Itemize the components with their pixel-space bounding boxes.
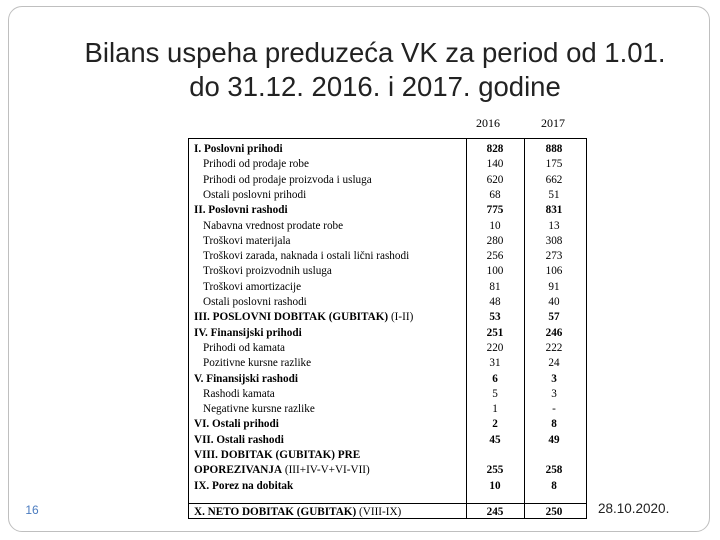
table-row	[189, 234, 586, 249]
row-label	[194, 142, 283, 157]
row-label-main: X. NETO DOBITAK (GUBITAK)	[194, 506, 357, 518]
row-label-main: Prihodi od kamata	[203, 341, 286, 354]
title-line-1: Bilans uspeha preduzeća VK za period od 1.01.	[84, 37, 666, 68]
table-row	[189, 157, 586, 172]
table-row	[189, 341, 586, 356]
table-row	[189, 326, 586, 341]
value-2017: 662	[545, 173, 563, 186]
row-label	[203, 280, 301, 295]
value-2017: 273	[545, 250, 563, 263]
row-label-suffix: (VIII-IX)	[356, 506, 402, 518]
row-label-main: I. Poslovni prihodi	[194, 143, 283, 155]
value-2016: 245	[486, 506, 504, 518]
row-label	[194, 326, 302, 341]
row-label-main: III. POSLOVNI DOBITAK (GUBITAK)	[194, 311, 389, 324]
page-number: 16	[25, 503, 39, 517]
table-row	[189, 372, 586, 387]
table-row	[189, 402, 586, 417]
value-2017: 308	[545, 234, 563, 247]
row-label	[203, 387, 275, 402]
value-2017: 8	[551, 479, 557, 492]
value-2016: 620	[486, 173, 504, 186]
value-2016: 48	[489, 296, 501, 308]
row-label	[203, 219, 343, 234]
row-label-main: Negativne kursne razlike	[203, 403, 315, 416]
table-row	[189, 142, 586, 157]
row-label	[194, 505, 401, 520]
row-label-main: Ostali poslovni rashodi	[203, 296, 307, 308]
value-2016: 1	[492, 403, 498, 416]
row-label-main: V. Finansijski rashodi	[194, 372, 298, 385]
table-row	[189, 417, 586, 432]
value-2016: 828	[486, 143, 504, 155]
value-2016: 6	[492, 372, 498, 385]
table-row	[189, 249, 586, 264]
row-label	[203, 157, 309, 172]
table-row	[189, 463, 586, 478]
value-2017: 175	[545, 158, 563, 171]
value-2016: 10	[489, 219, 501, 232]
value-2017: 40	[548, 296, 560, 308]
table-row	[189, 433, 586, 448]
row-label	[203, 295, 307, 310]
table-row	[189, 280, 586, 295]
table-row	[189, 448, 586, 463]
row-label	[194, 372, 298, 387]
row-label	[194, 448, 360, 463]
table-row	[189, 188, 586, 203]
value-2016: 68	[489, 188, 501, 201]
value-2016: 5	[492, 387, 498, 400]
value-2016: 280	[486, 234, 504, 247]
value-2017: 49	[548, 433, 560, 446]
row-label	[203, 249, 409, 264]
row-label	[194, 417, 279, 432]
row-label-suffix: (III+IV-V+VI-VII)	[282, 464, 370, 477]
row-label-suffix: (I-II)	[388, 311, 414, 324]
row-label-main: Troškovi amortizacije	[203, 280, 302, 293]
row-label-main: Troškovi materijala	[203, 234, 291, 247]
row-divider	[189, 503, 586, 504]
row-label	[203, 264, 332, 279]
value-2016: 255	[486, 464, 504, 477]
column-header-2016: 2016	[476, 116, 500, 130]
row-label	[203, 234, 291, 249]
row-label	[203, 402, 315, 417]
value-2016: 81	[489, 280, 501, 293]
row-label	[203, 188, 306, 203]
table-row	[189, 203, 586, 218]
value-2016: 31	[489, 357, 501, 370]
value-2016: 10	[489, 479, 501, 492]
row-label	[194, 479, 293, 494]
row-label-main: VII. Ostali rashodi	[194, 433, 284, 446]
table-row	[189, 505, 586, 520]
value-2017: -	[552, 403, 556, 416]
row-label-main: IV. Finansijski prihodi	[194, 326, 302, 339]
value-2017: 250	[545, 506, 563, 518]
row-label-main: IX. Porez na dobitak	[194, 479, 294, 492]
row-label-main: VI. Ostali prihodi	[194, 418, 279, 431]
row-label-main: Troškovi proizvodnih usluga	[203, 265, 332, 278]
row-label-main: Ostali poslovni prihodi	[203, 188, 307, 201]
value-2017: 258	[545, 464, 563, 477]
table-row	[189, 356, 586, 371]
value-2016: 775	[486, 204, 504, 217]
value-2017: 831	[545, 204, 563, 217]
value-2017: 3	[551, 387, 557, 400]
value-2017: 24	[548, 357, 560, 370]
table-row	[189, 387, 586, 402]
value-2017: 106	[545, 265, 563, 278]
row-label-main: Prihodi od prodaje robe	[203, 158, 309, 171]
income-statement-table	[188, 138, 587, 519]
row-label	[194, 463, 370, 478]
table-row	[189, 295, 586, 310]
value-2016: 100	[486, 265, 504, 278]
value-2016: 251	[486, 326, 504, 339]
table-row	[189, 219, 586, 234]
value-2017: 13	[548, 219, 560, 232]
table-row	[189, 479, 586, 494]
value-2016: 53	[489, 311, 501, 324]
row-label	[203, 356, 311, 371]
table-row	[189, 310, 586, 325]
row-label	[194, 203, 288, 218]
table-row	[189, 264, 586, 279]
row-label-main: Pozitivne kursne razlike	[203, 357, 312, 370]
table-row	[189, 173, 586, 188]
value-2017: 3	[551, 372, 557, 385]
value-2017: 8	[551, 418, 557, 431]
value-2016: 256	[486, 250, 504, 263]
slide-date: 28.10.2020.	[598, 501, 670, 516]
value-2017: 57	[548, 311, 560, 324]
value-2017: 246	[545, 326, 563, 339]
row-label	[194, 310, 413, 325]
row-label-main: Rashodi kamata	[203, 387, 275, 400]
value-2016: 2	[492, 418, 498, 431]
row-label-main: Troškovi zarada, naknada i ostali lični rashodi	[203, 250, 410, 263]
row-label	[203, 173, 372, 188]
slide-title	[40, 36, 710, 104]
row-label-main: II. Poslovni rashodi	[194, 204, 288, 217]
value-2016: 140	[486, 158, 504, 171]
row-label-main: VIII. DOBITAK (GUBITAK) PRE	[194, 449, 361, 461]
value-2016: 45	[489, 433, 501, 446]
value-2016: 220	[486, 341, 504, 354]
row-label-main: Prihodi od prodaje proizvoda i usluga	[203, 173, 372, 186]
value-2017: 888	[545, 143, 563, 155]
row-label	[203, 341, 285, 356]
title-line-2: do 31.12. 2016. i 2017. godine	[189, 71, 561, 102]
value-2017: 51	[548, 188, 560, 201]
row-label-main: Nabavna vrednost prodate robe	[203, 219, 344, 232]
row-label	[194, 433, 284, 448]
row-label-main: OPOREZIVANJA	[194, 464, 283, 477]
value-2017: 91	[548, 280, 560, 293]
column-header-2017: 2017	[541, 116, 565, 130]
value-2017: 222	[545, 341, 563, 354]
